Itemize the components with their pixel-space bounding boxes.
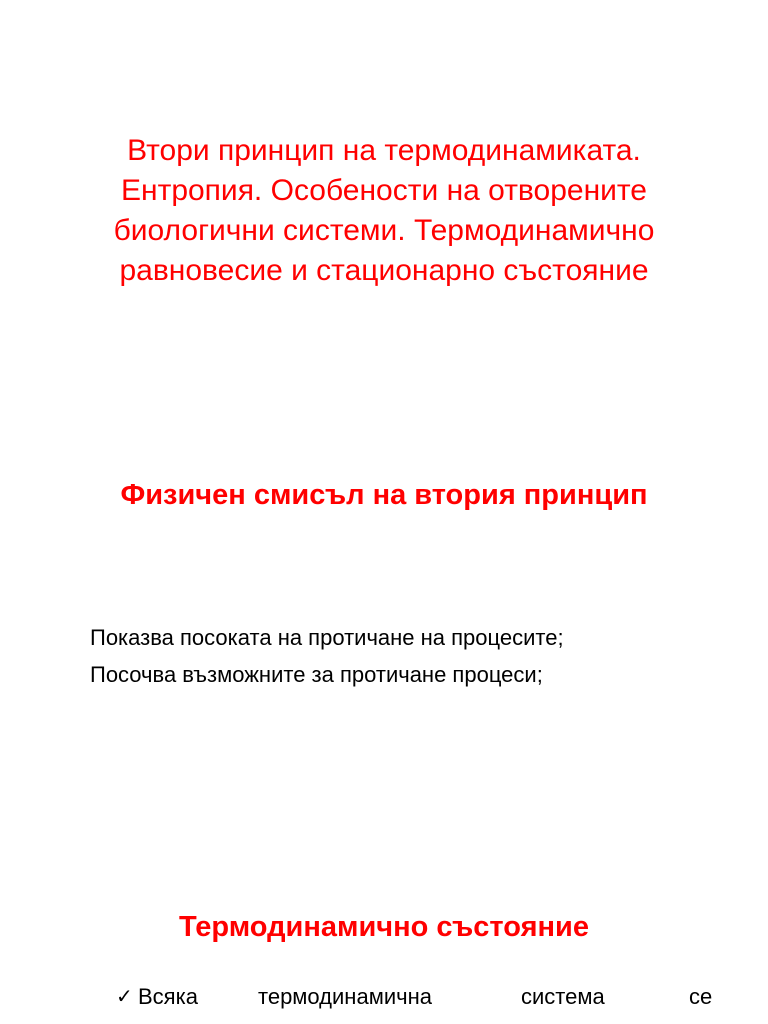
body-line: Посочва възможните за протичане процеси; <box>90 662 543 687</box>
checkmark-icon: ✓ <box>116 984 133 1008</box>
document-title <box>0 131 768 291</box>
title-line: Ентропия. Особености на отворените <box>121 174 647 207</box>
title-line: Втори принцип на термодинамиката. <box>127 134 641 167</box>
title-line: равновесие и стационарно състояние <box>119 254 649 287</box>
section-heading-thermodynamic-state: Термодинамично състояние <box>179 911 589 943</box>
bullet-word: система <box>521 984 605 1009</box>
title-line: биологични системи. Термодинамично <box>113 214 655 247</box>
cut-off-text-line <box>130 1018 690 1024</box>
bullet-item <box>116 984 712 1018</box>
section-heading-physical-meaning: Физичен смисъл на втория принцип <box>120 479 648 511</box>
section-body-physical-meaning <box>90 619 564 693</box>
bullet-word: термодинамична <box>258 984 432 1009</box>
bullet-word: се <box>689 984 713 1009</box>
bullet-word: Всяка <box>138 984 198 1009</box>
body-line: Показва посоката на протичане на процесите; <box>90 625 564 650</box>
